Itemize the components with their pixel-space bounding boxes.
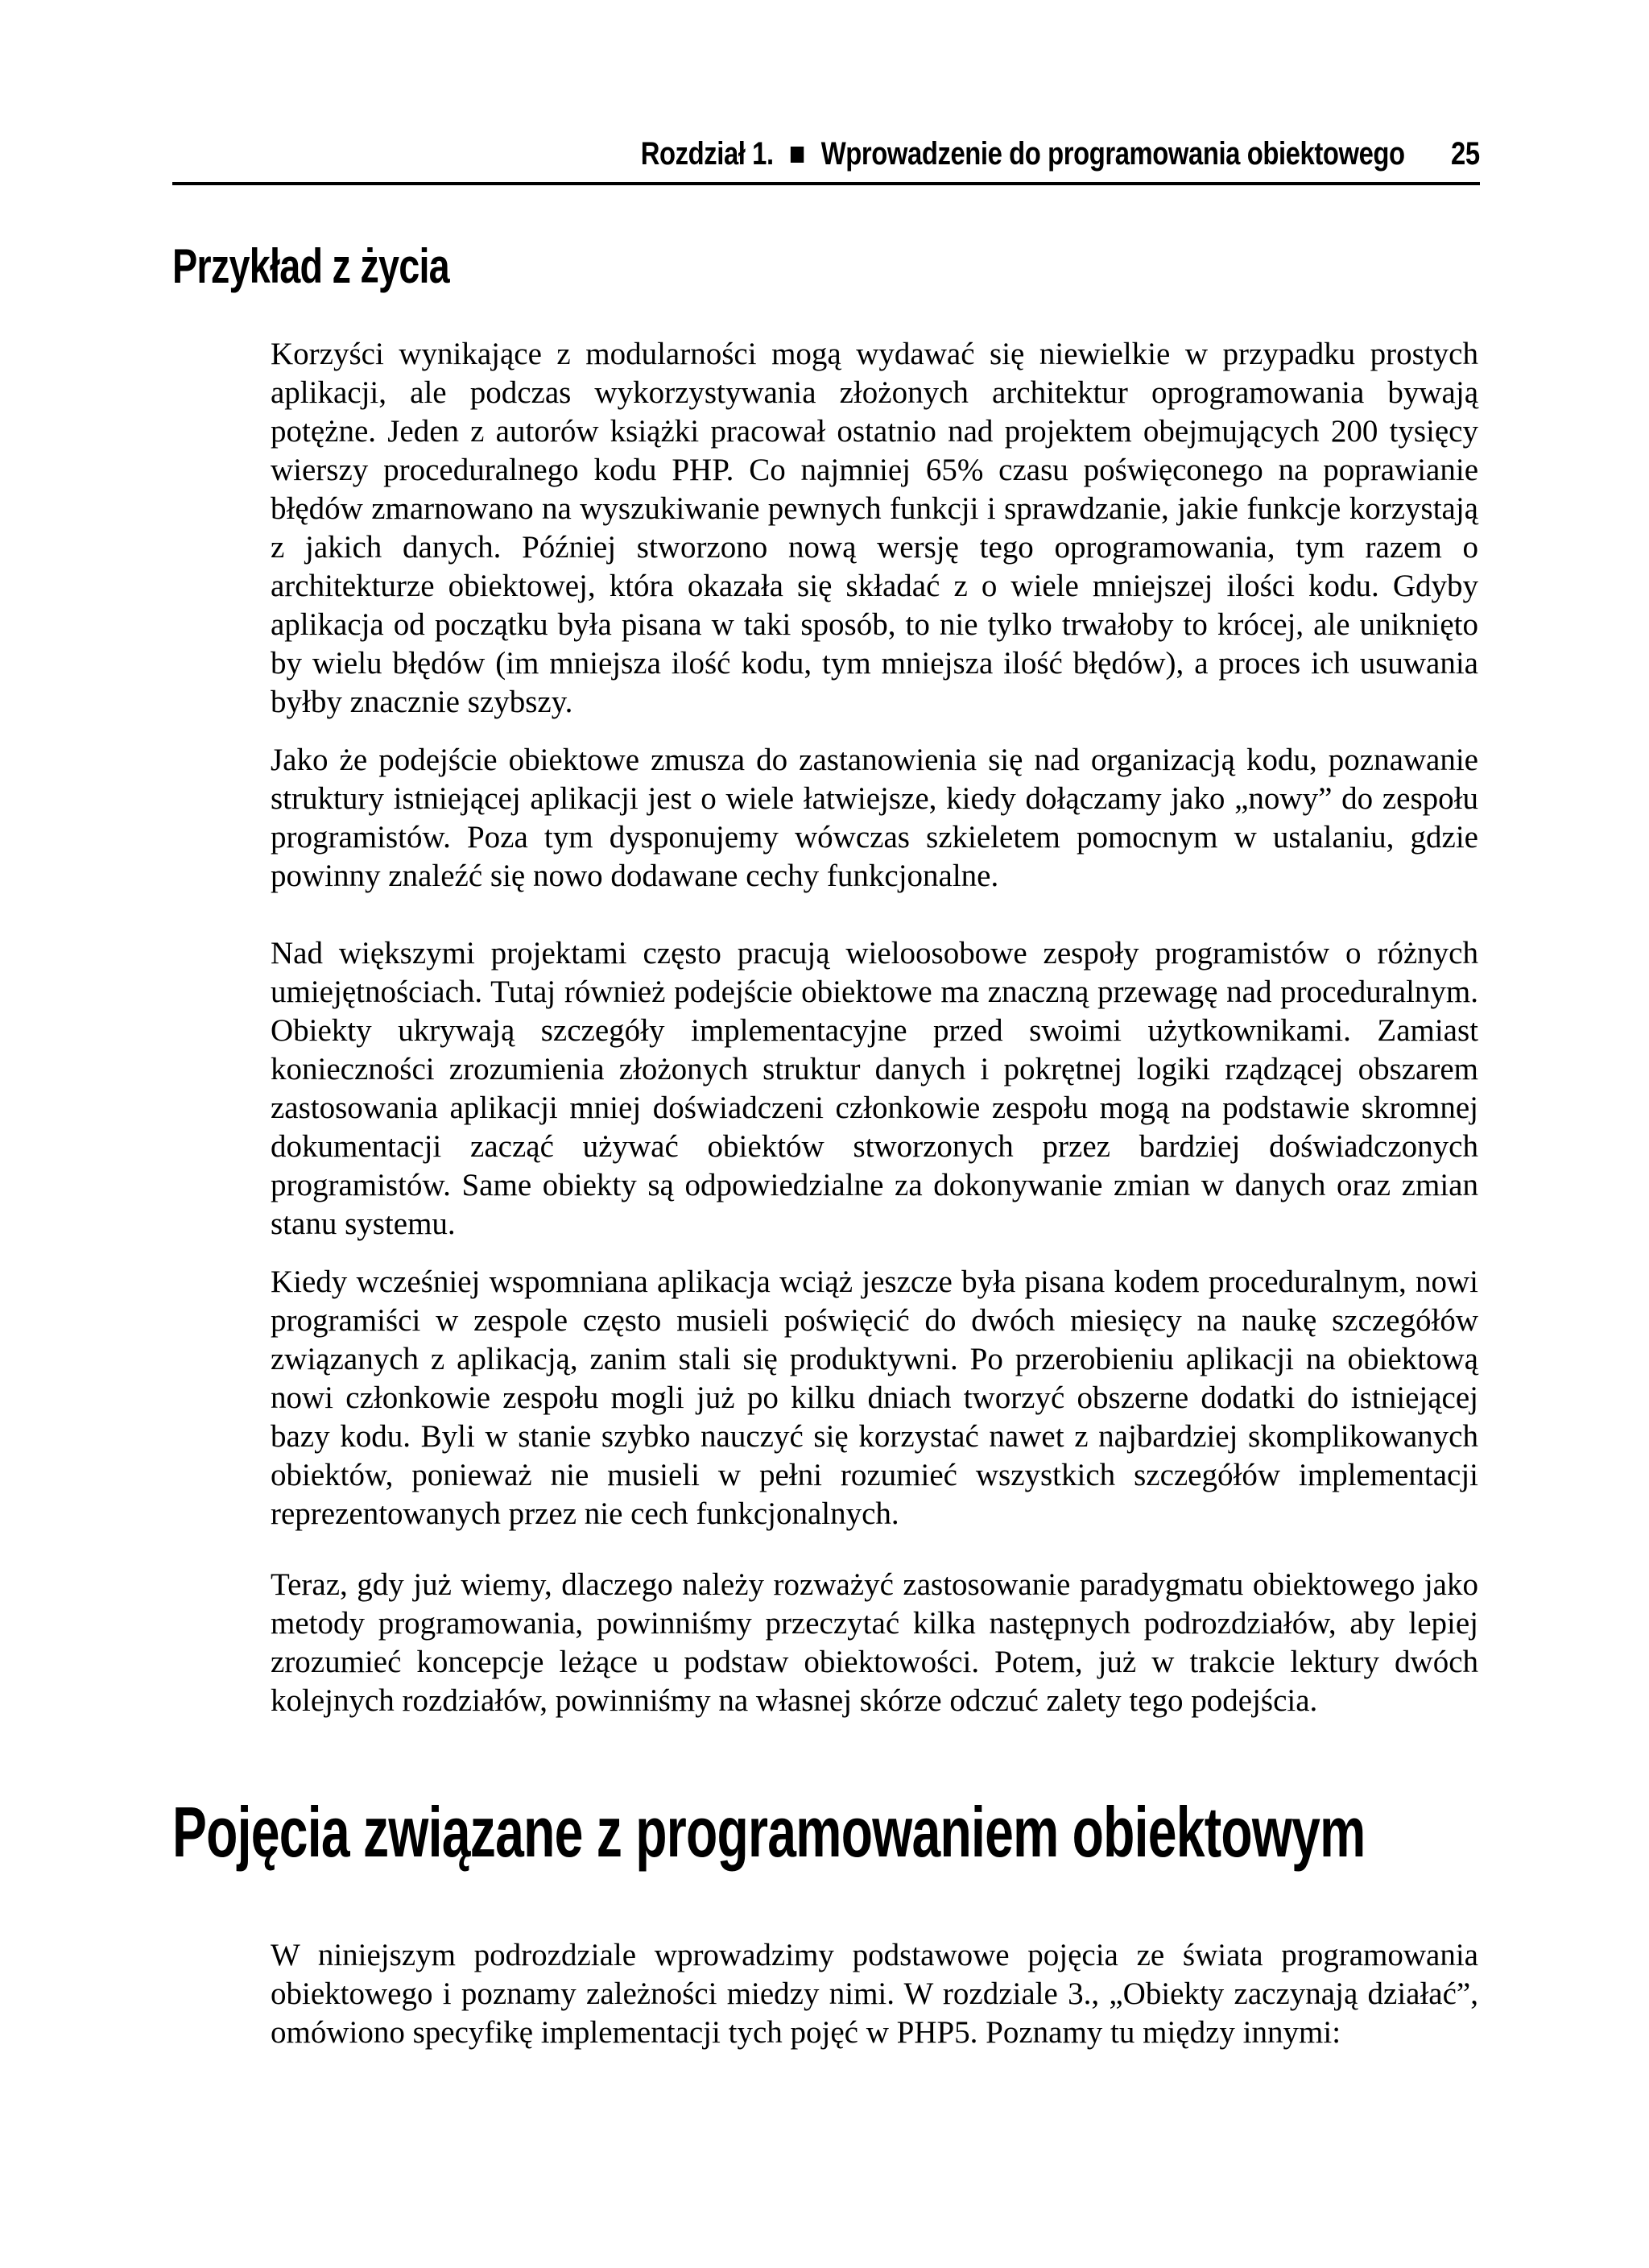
chapter-heading: Pojęcia związane z programowaniem obiektowym (172, 1792, 1366, 1872)
running-header-content (641, 129, 1480, 179)
paragraph-2: Jako że podejście obiektowe zmusza do zastanowienia się nad organizacją kodu, poznawanie struktury istniejącej aplikacji jest o wiele łatwiejsze, kiedy dołączamy jako „nowy” do zespołu programistów. Poza tym dysponujemy wówczas szkieletem pomocnym w ustalaniu, gdzie powinny znaleźć się nowo dodawane cechy funkcjonalne. (271, 743, 1478, 893)
running-header-chapter: Rozdział 1. (641, 135, 774, 172)
page-number: 25 (1451, 135, 1480, 172)
paragraph-4: Kiedy wcześniej wspomniana aplikacja wciąż jeszcze była pisana kodem proceduralnym, nowi programiści w zespole często musieli poświęcić do dwóch miesięcy na naukę szczegółów związanych z aplikacją, zanim stali się produktywni. Po przerobieniu aplikacji na obiektową nowi członkowie zespołu mogli już po kilku dniach tworzyć obszerne dodatki do istniejącej bazy kodu. Byli w stanie szybko nauczyć się korzystać nawet z najbardziej skomplikowanych obiektów, ponieważ nie musieli w pełni rozumieć wszystkich szczegółów implementacji reprezentowanych przez nie cech funkcjonalnych. (271, 1264, 1478, 1531)
square-bullet-icon (791, 147, 804, 163)
intro-paragraph: W niniejszym podrozdziale wprowadzimy podstawowe pojęcia ze świata programowania obiektowego i poznamy zależności miedzy nimi. W rozdziale 3., „Obiekty zaczynają działać”, omówiono specyfikę implementacji tych pojęć w PHP5. Poznamy tu między innymi: (271, 1938, 1478, 2050)
paragraph-3: Nad większymi projektami często pracują wieloosobowe zespoły programistów o różnych umiejętnościach. Tutaj również podejście obiektowe ma znaczną przewagę nad proceduralnym. Obiekty ukrywają szczegóły implementacyjne przed swoimi użytkownikami. Zamiast konieczności zrozumienia złożonych struktur danych i pokrętnej logiki rządzącej obszarem zastosowania aplikacji mniej doświadczeni członkowie zespołu mogą na podstawie skromnej dokumentacji zacząć używać obiektów stworzonych przez bardziej doświadczonych programistów. Same obiekty są odpowiedzialne za dokonywanie zmian w danych oraz zmian stanu systemu. (271, 936, 1478, 1241)
running-header-title: Wprowadzenie do programowania obiektowego (821, 135, 1405, 172)
paragraph-1: Korzyści wynikające z modularności mogą wydawać się niewielkie w przypadku prostych aplikacji, ale podczas wykorzystywania złożonych architektur oprogramowania bywają potężne. Jeden z autorów książki pracował ostatnio nad projektem obejmujących 200 tysięcy wierszy proceduralnego kodu PHP. Co najmniej 65% czasu poświęconego na poprawianie błędów zmarnowano na wyszukiwanie pewnych funkcji i sprawdzanie, jakie funkcje korzystają z jakich danych. Później stworzono nową wersję tego oprogramowania, tym razem o architekturze obiektowej, która okazała się składać z o wiele mniejszej ilości kodu. Gdyby aplikacja od początku była pisana w taki sposób, to nie tylko trwałoby to krócej, ale uniknięto by wielu błędów (im mniejsza ilość kodu, tym mniejsza ilość błędów), a proces ich usuwania byłby znacznie szybszy. (271, 337, 1478, 719)
paragraph-5: Teraz, gdy już wiemy, dlaczego należy rozważyć zastosowanie paradygmatu obiektowego jako metody programowania, powinniśmy przeczytać kilka następnych podrozdziałów, aby lepiej zrozumieć koncepcje leżące u podstaw obiektowości. Potem, już w trakcie lektury dwóch kolejnych rozdziałów, powinniśmy na własnej skórze odczuć zalety tego podejścia. (271, 1567, 1478, 1718)
section-heading: Przykład z życia (172, 239, 449, 293)
running-header (172, 129, 1480, 185)
